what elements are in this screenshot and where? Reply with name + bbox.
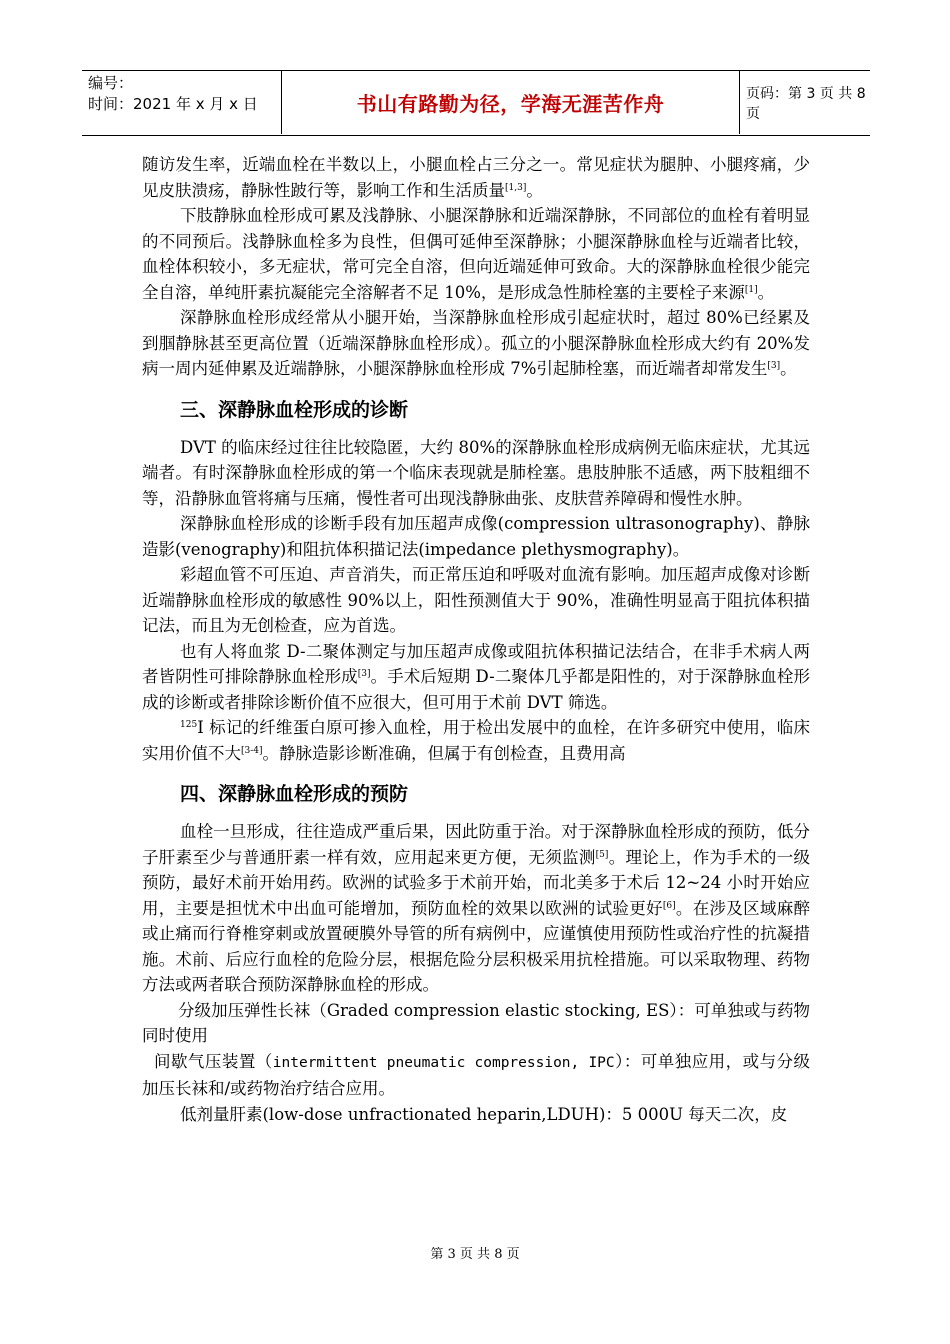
paragraph: 也有人将血浆 D-二聚体测定与加压超声成像或阻抗体积描记法结合，在非手术病人两者皆阴性可排除静脉血栓形成[3]。手术后短期 D-二聚体几乎都是阳性的，对于深静脉血栓形成的诊断或者排除诊断价值不应很大，但可用于术前 DVT 筛选。: [142, 641, 810, 712]
paragraph: 分级加压弹性长袜（Graded compression elastic stocking, ES）：可单独或与药物同时使用: [142, 1000, 810, 1045]
citation: [3]: [357, 669, 371, 679]
document-body: [142, 152, 810, 1127]
citation: [6]: [662, 900, 676, 911]
citation: [1,3]: [505, 182, 527, 193]
paragraph: $^{125}$I 标记的纤维蛋白原可掺入血栓，用于检出发展中的血栓，在许多研究中使用，临床实用价值不大[3-4]。静脉造影诊断准确，但属于有创检查，且费用高: [142, 718, 810, 763]
paragraph: 下肢静脉血栓形成可累及浅静脉、小腿深静脉和近端深静脉，不同部位的血栓有着明显的不同预后。浅静脉血栓多为良性，但偶可延伸至深静脉；小腿深静脉血栓与近端者比较，血栓体积较小，多无症状，常可完全自溶，但向近端延伸可致命。大的深静脉血栓很少能完全自溶，单纯肝素抗凝能完全溶解者不足 10%，是形成急性肺栓塞的主要栓子来源[1]。: [142, 206, 810, 302]
paragraph: 低剂量肝素(low-dose unfractionated heparin,LDUH)：5 000U 每天二次，皮: [180, 1104, 788, 1124]
citation: [3-4]: [241, 745, 263, 756]
header-motto: 书山有路勤为径，学海无涯苦作舟: [282, 71, 740, 134]
paragraph: 血栓一旦形成，往往造成严重后果，因此防重于治。对于深静脉血栓形成的预防，低分子肝素至少与普通肝素一样有效，应用起来更方便，无须监测[5]。理论上，作为手术的一级预防，最好术前开始用药。欧洲的试验多于术前开始，而北美多于术后 12~24 小时开始应用，主要是担忧术中出血可能增加，预防血栓的效果以欧洲的试验更好[6]。在涉及区域麻醉或止痛而行脊椎穿刺或放置硬膜外导管的所有病例中，应谨慎使用预防性或治疗性的抗凝措施。术前、后应行血栓的危险分层，根据危险分层积极采用抗栓措施。可以采取物理、药物方法或两者联合预防深静脉血栓的形成。: [142, 822, 811, 994]
paragraph: 深静脉血栓形成的诊断手段有加压超声成像(compression ultrasonography)、静脉造影(venography)和阻抗体积描记法(impedance plethysmography)。: [142, 514, 810, 559]
paragraph: 随访发生率，近端血栓在半数以上，小腿血栓占三分之一。常见症状为腿肿、小腿疼痛，少见皮肤溃疡，静脉性跛行等，影响工作和生活质量[1,3]。: [142, 155, 810, 200]
paragraph: 间歇气压装置（intermittent pneumatic compression, IPC）：可单独应用，或与分级加压长袜和/或药物治疗结合应用。: [142, 1051, 811, 1098]
doc-number-label: 编号：: [88, 74, 134, 92]
paragraph: DVT 的临床经过往往比较隐匿，大约 80%的深静脉血栓形成病例无临床症状，尤其远端者。有时深静脉血栓形成的第一个临床表现就是肺栓塞。患肢肿胀不适感，两下肢粗细不等，沿静脉血管将痛与压痛，慢性者可出现浅静脉曲张、皮肤营养障碍和慢性水肿。: [142, 437, 810, 508]
citation: [5]: [595, 849, 609, 860]
section-heading-prevention: 四、深静脉血栓形成的预防: [180, 783, 409, 805]
citation: [3]: [767, 361, 781, 371]
document-header: [82, 70, 870, 136]
isotope-superscript: 125: [180, 720, 198, 730]
citation: [1]: [744, 284, 758, 295]
paragraph: 深静脉血栓形成经常从小腿开始，当深静脉血栓形成引起症状时，超过 80%已经累及到腘静脉甚至更高位置（近端深静脉血栓形成）。孤立的小腿深静脉血栓形成大约有 20%发病一周内延伸累及近端静脉，小腿深静脉血栓形成 7%引起肺栓塞，而近端者却常发生[3]。: [142, 308, 810, 378]
page-footer: 第 3 页 共 8 页: [430, 1247, 520, 1262]
paragraph: 彩超血管不可压迫、声音消失，而正常压迫和呼吸对血流有影响。加压超声成像对诊断近端静脉血栓形成的敏感性 90%以上，阳性预测值大于 90%，准确性明显高于阻抗体积描记法，而且为无创检查，应为首选。: [142, 565, 810, 635]
header-page-info: 页码：第 3 页 共 8 页: [746, 85, 866, 122]
section-heading-diagnosis: 三、深静脉血栓形成的诊断: [180, 398, 409, 421]
header-meta: [82, 71, 282, 134]
doc-time-label: 时间：2021 年 x 月 x 日: [88, 95, 258, 113]
